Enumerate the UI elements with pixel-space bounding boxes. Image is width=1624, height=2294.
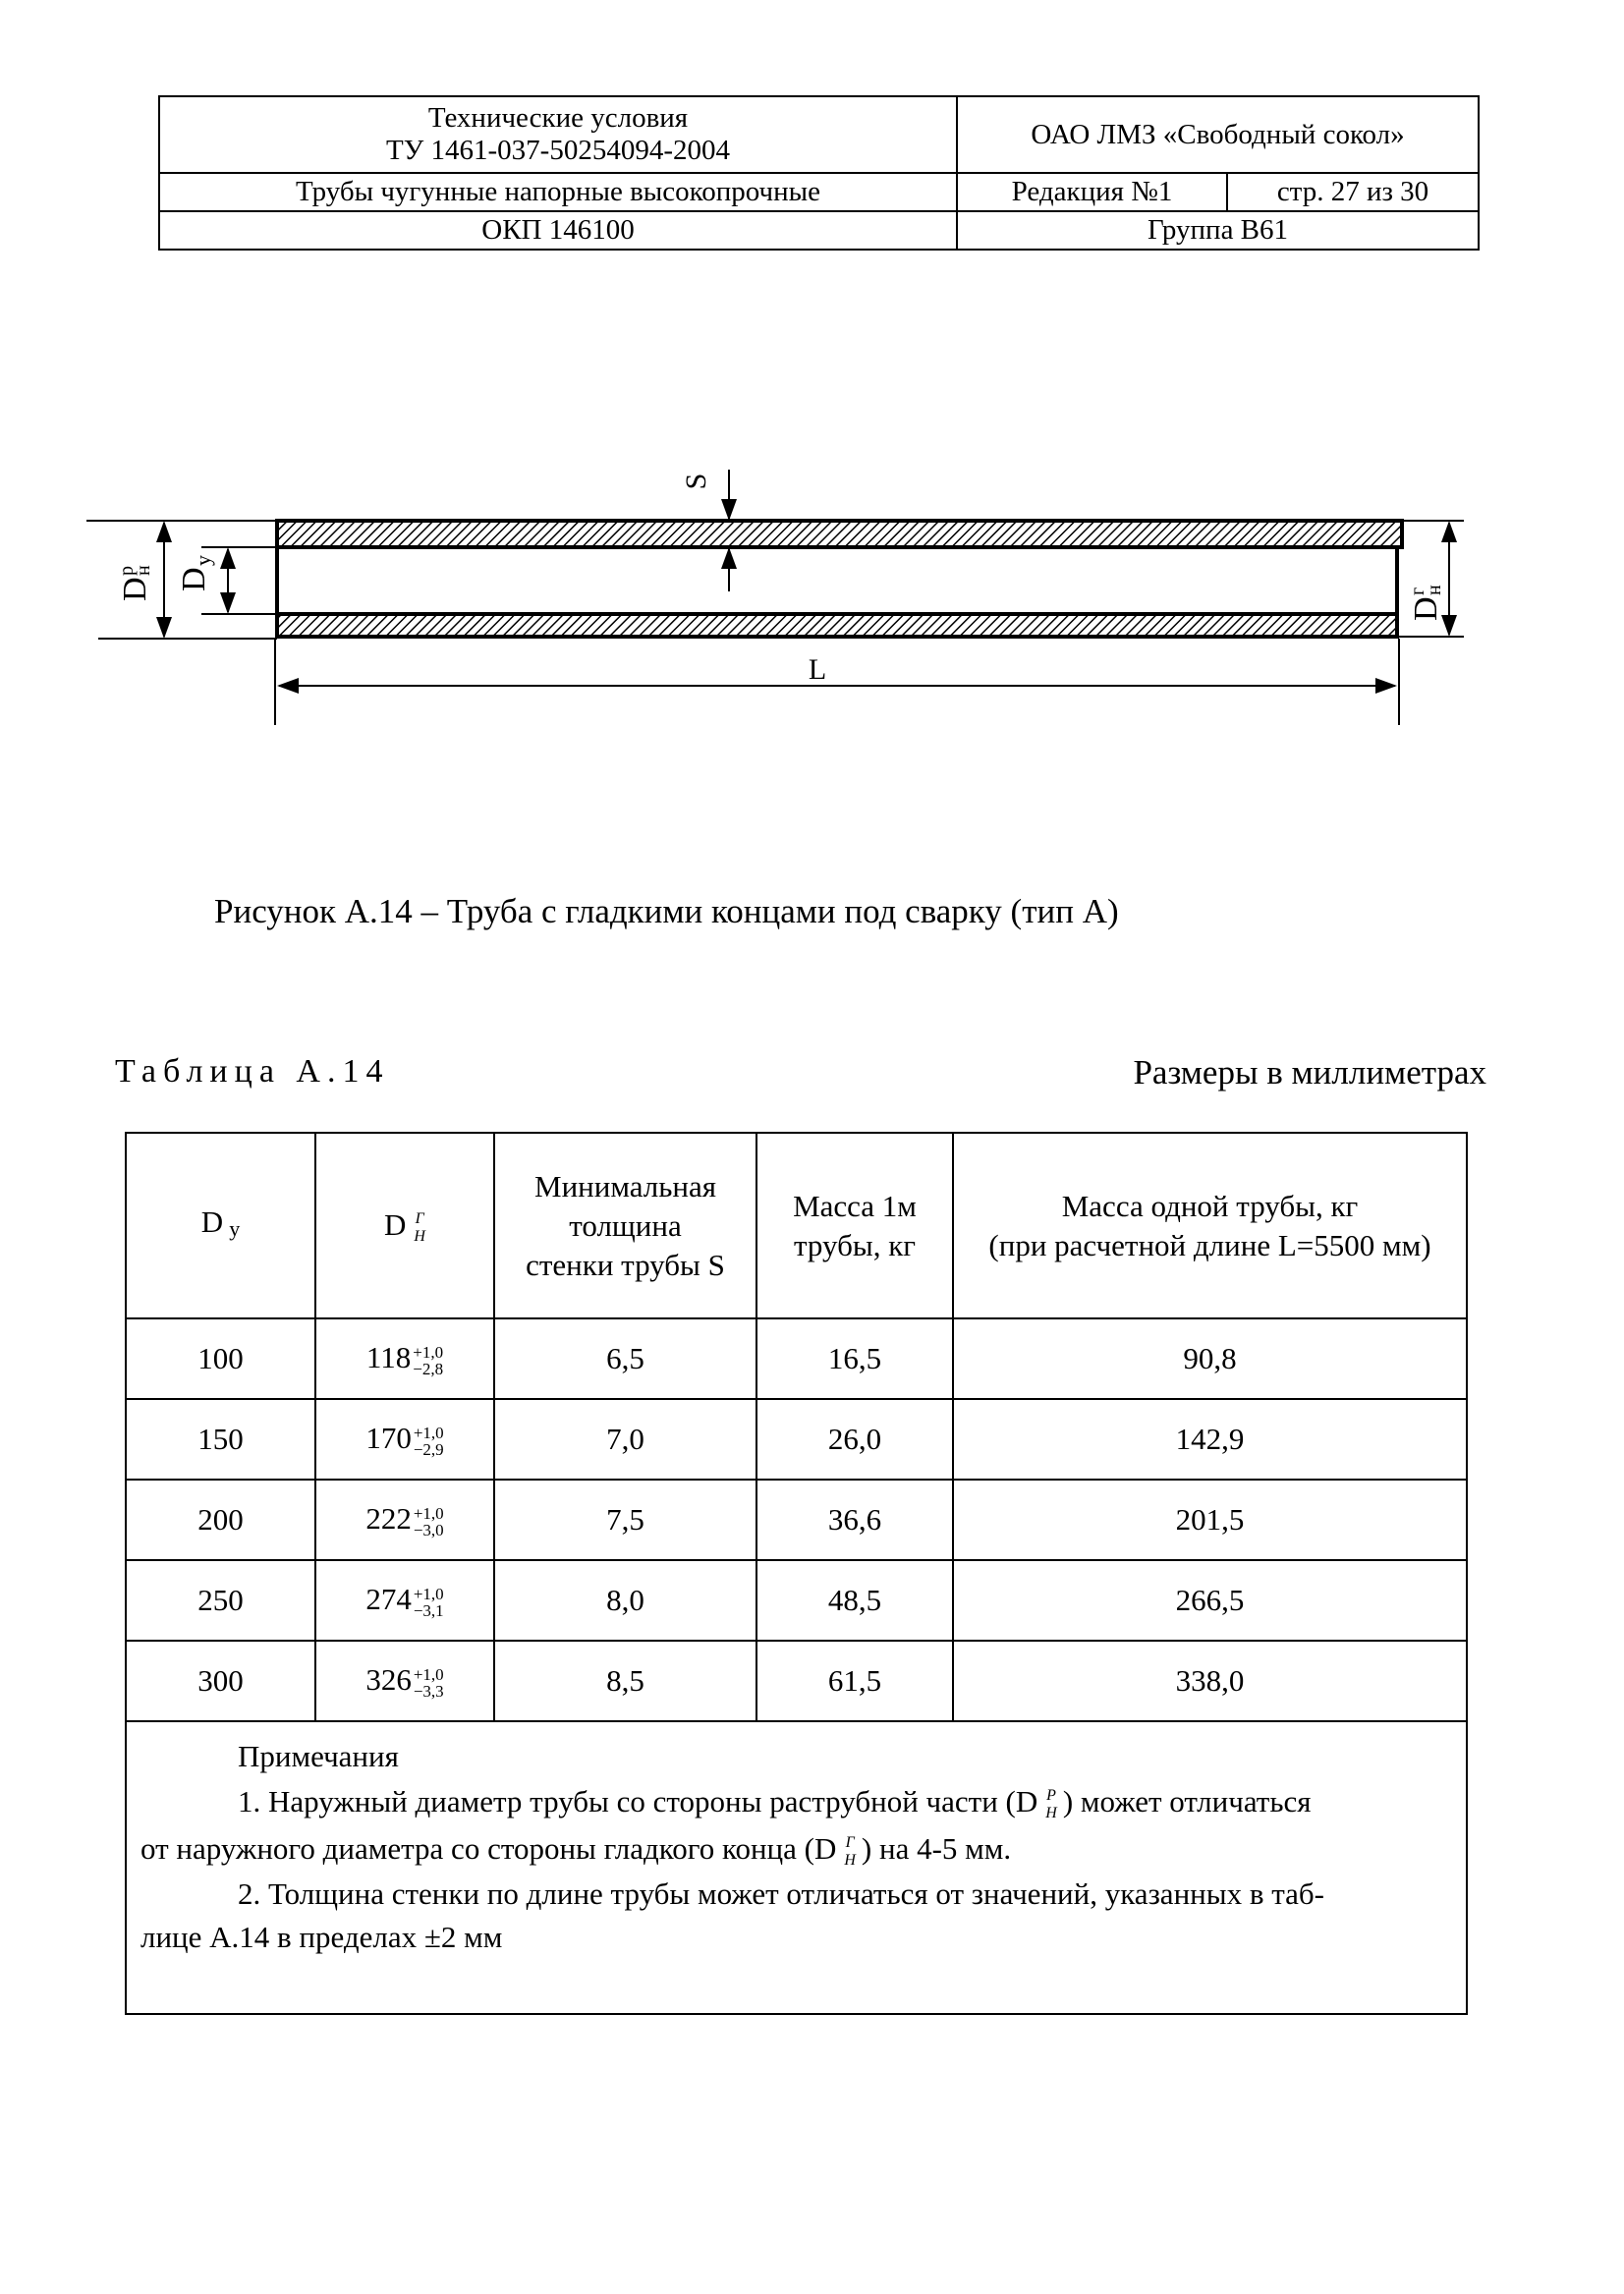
header-page: стр. 27 из 30 bbox=[1227, 173, 1479, 211]
label-l: L bbox=[808, 653, 827, 686]
header-okp: ОКП 146100 bbox=[159, 211, 957, 250]
svg-text:у: у bbox=[191, 555, 215, 566]
col-dy: D у bbox=[126, 1133, 315, 1318]
label-dy bbox=[176, 555, 215, 591]
svg-text:н: н bbox=[1424, 585, 1445, 595]
header-company: ОАО ЛМЗ «Свободный сокол» bbox=[957, 96, 1479, 173]
table-row: 300 326 +1,0 −3,3 8,5 61,5 338,0 bbox=[126, 1641, 1467, 1721]
col-dn: D Г Н bbox=[315, 1133, 494, 1318]
svg-text:D: D bbox=[1408, 596, 1444, 621]
label-dn-socket bbox=[116, 565, 154, 601]
table-row: 100 118 +1,0 −2,8 6,5 16,5 90,8 bbox=[126, 1318, 1467, 1399]
svg-text:D: D bbox=[117, 577, 153, 601]
note-1-line-1: 1. Наружный диаметр трубы со стороны раструбной части (D Р Н ) может отличаться bbox=[238, 1784, 1312, 1821]
col-mass-1m: Масса 1м трубы, кг bbox=[756, 1133, 953, 1318]
header-doc-code: ТУ 1461-037-50254094-2004 bbox=[386, 135, 730, 166]
table-row: 200 222 +1,0 −3,0 7,5 36,6 201,5 bbox=[126, 1480, 1467, 1560]
table-header-row bbox=[126, 1133, 1467, 1318]
table-row: 150 170 +1,0 −2,9 7,0 26,0 142,9 bbox=[126, 1399, 1467, 1480]
label-dn-plain bbox=[1407, 585, 1445, 621]
header-group: Группа В61 bbox=[957, 211, 1479, 250]
pipe-bottom-wall bbox=[277, 614, 1397, 637]
col-mass-pipe: Масса одной трубы, кг (при расчетной длине L=5500 мм) bbox=[953, 1133, 1467, 1318]
svg-text:р: р bbox=[116, 566, 138, 576]
header-doc-cell bbox=[159, 96, 957, 173]
note-2-line-1: 2. Толщина стенки по длине трубы может отличаться от значений, указанных в таб- bbox=[238, 1876, 1324, 1911]
table-row: 250 274 +1,0 −3,1 8,0 48,5 266,5 bbox=[126, 1560, 1467, 1641]
note-1-line-2: от наружного диаметра со стороны гладкого конца (D Г Н ) на 4-5 мм. bbox=[140, 1831, 1012, 1869]
table-notes bbox=[126, 1721, 1467, 2014]
note-2-line-2: лице А.14 в пределах ±2 мм bbox=[140, 1920, 503, 1954]
notes-title: Примечания bbox=[238, 1739, 399, 1773]
col-min-wall: Минимальная толщина стенки трубы S bbox=[494, 1133, 756, 1318]
svg-text:D: D bbox=[176, 567, 212, 591]
svg-text:н: н bbox=[133, 565, 154, 576]
figure-caption: Рисунок А.14 – Труба с гладкими концами под сварку (тип А) bbox=[214, 892, 1119, 930]
label-s: S bbox=[680, 473, 712, 490]
header-product: Трубы чугунные напорные высокопрочные bbox=[159, 173, 957, 211]
svg-text:г: г bbox=[1407, 587, 1428, 595]
document-header bbox=[158, 95, 1480, 251]
units-label: Размеры в миллиметрах bbox=[1133, 1053, 1486, 1091]
pipe-drawing bbox=[0, 452, 1624, 747]
header-edition: Редакция №1 bbox=[957, 173, 1227, 211]
pipe-top-wall bbox=[277, 521, 1402, 547]
table-label: Таблица А.14 bbox=[115, 1053, 390, 1090]
dimensions-table bbox=[125, 1132, 1468, 2015]
header-doc-type: Технические условия bbox=[427, 102, 689, 134]
